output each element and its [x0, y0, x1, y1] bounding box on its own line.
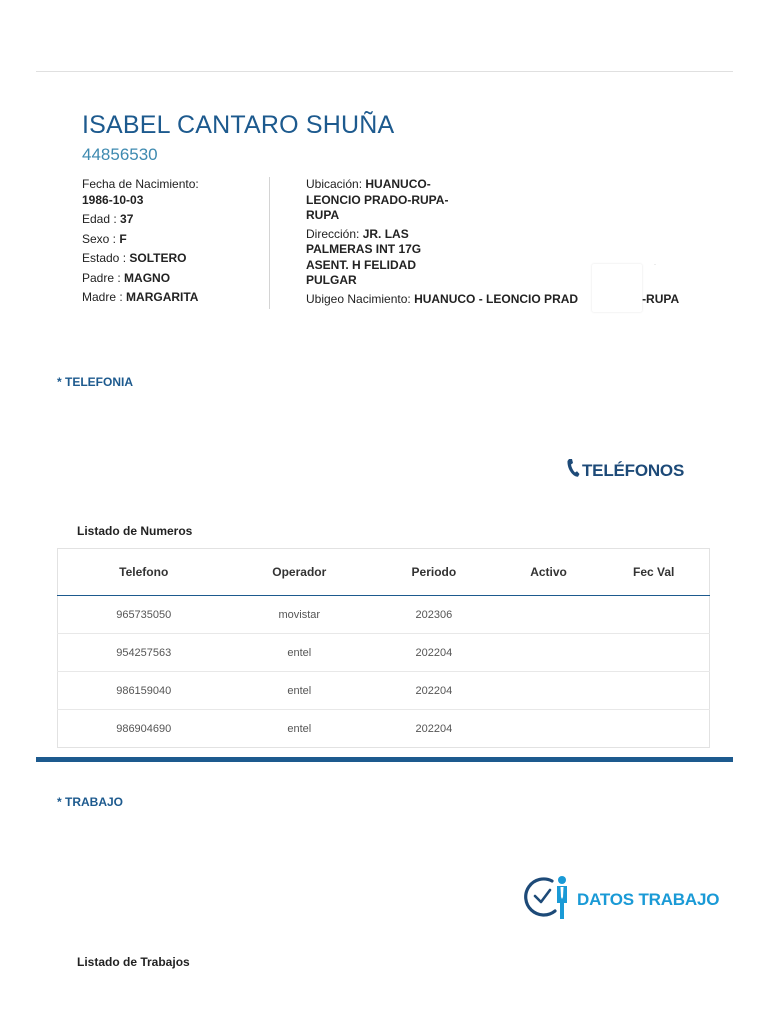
- col-fec-val: Fec Val: [598, 549, 709, 596]
- cell-fec-val: [598, 596, 709, 634]
- redaction-overlay: [592, 264, 642, 312]
- cell-operador: entel: [229, 710, 369, 748]
- sex-row: [82, 232, 262, 248]
- table-row: [58, 710, 710, 748]
- mother-value: MARGARITA: [126, 290, 199, 304]
- ubigeo-value-start: HUANUCO - LEONCIO PRAD: [414, 292, 579, 306]
- cell-telefono: 986159040: [58, 672, 230, 710]
- cell-activo: [499, 672, 599, 710]
- col-telefono: Telefono: [58, 549, 230, 596]
- age-row: [82, 212, 262, 228]
- birth-date-row: [82, 177, 262, 208]
- cell-fec-val: [598, 672, 709, 710]
- top-divider: [36, 71, 733, 72]
- mother-row: [82, 290, 262, 306]
- personal-info-right: [306, 177, 680, 306]
- address-label: Dirección:: [306, 226, 360, 241]
- work-heading-text: DATOS TRABAJO: [577, 889, 720, 909]
- col-activo: Activo: [499, 549, 599, 596]
- person-name: ISABEL CANTARO SHUÑA: [82, 111, 395, 139]
- age-label: Edad :: [82, 212, 117, 226]
- info-divider: [269, 177, 270, 309]
- father-label: Padre :: [82, 270, 121, 285]
- cell-operador: entel: [229, 672, 369, 710]
- phones-list-title: Listado de Numeros: [77, 524, 193, 538]
- location-row: [306, 177, 456, 224]
- table-row: [58, 596, 710, 634]
- clock-worker-icon: [522, 873, 572, 926]
- table-row: [58, 634, 710, 672]
- cell-fec-val: [598, 634, 709, 672]
- father-row: [82, 271, 262, 287]
- work-heading: [522, 873, 719, 926]
- table-row: [58, 672, 710, 710]
- phones-heading: [566, 458, 684, 483]
- ubigeo-value-end: -RUPA: [642, 292, 680, 306]
- mother-label: Madre :: [82, 290, 123, 304]
- trabajo-section-label: * TRABAJO: [57, 795, 124, 809]
- sex-label: Sexo :: [82, 231, 117, 246]
- location-label: Ubicación:: [306, 177, 363, 191]
- address-row: [306, 227, 456, 289]
- phones-heading-text: TELÉFONOS: [582, 460, 685, 480]
- sex-value: F: [119, 231, 127, 246]
- cell-activo: [499, 634, 599, 672]
- cell-periodo: 202204: [369, 672, 499, 710]
- address-value: JR. LAS PALMERAS INT 17G ASENT. H FELIDAD PULGAR: [306, 226, 422, 287]
- jobs-list-title: Listado de Trabajos: [77, 955, 190, 969]
- cell-telefono: 954257563: [58, 634, 230, 672]
- col-periodo: Periodo: [369, 549, 499, 596]
- cell-fec-val: [598, 710, 709, 748]
- status-label: Estado :: [82, 251, 127, 265]
- cell-activo: [499, 596, 599, 634]
- cell-telefono: 986904690: [58, 710, 230, 748]
- phone-icon: [566, 458, 580, 483]
- location-value: HUANUCO-LEONCIO PRADO-RUPA-RUPA: [306, 177, 449, 222]
- section-separator-bar: [36, 757, 733, 762]
- phones-table-header: [58, 549, 710, 596]
- stray-mark: ·: [654, 262, 656, 268]
- cell-periodo: 202204: [369, 634, 499, 672]
- father-value: MAGNO: [124, 270, 171, 285]
- phones-table: [57, 548, 710, 748]
- col-operador: Operador: [229, 549, 369, 596]
- person-dni: 44856530: [82, 145, 158, 164]
- birth-date-value: 1986-10-03: [82, 192, 144, 207]
- cell-operador: movistar: [278, 608, 321, 621]
- ubigeo-label: Ubigeo Nacimiento:: [306, 292, 411, 306]
- personal-info-left: [82, 177, 262, 310]
- status-value: SOLTERO: [129, 251, 187, 265]
- cell-operador: entel: [229, 634, 369, 672]
- status-row: [82, 251, 262, 267]
- birth-date-label: Fecha de Nacimiento:: [82, 177, 199, 191]
- cell-periodo: 202204: [369, 710, 499, 748]
- telefonia-section-label: * TELEFONIA: [57, 375, 134, 389]
- age-value: 37: [120, 212, 134, 226]
- cell-activo: [499, 710, 599, 748]
- cell-periodo: 202306: [415, 608, 453, 621]
- cell-telefono: 965735050: [116, 608, 172, 621]
